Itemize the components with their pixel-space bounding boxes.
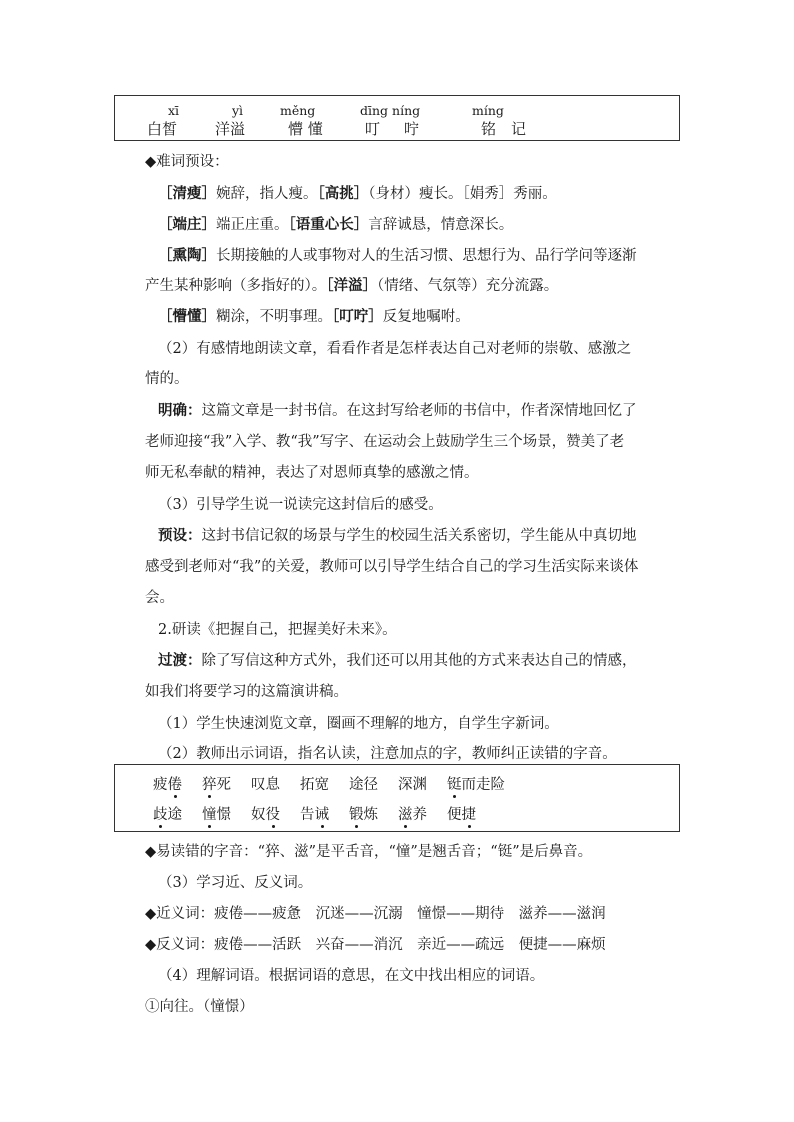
yushe-text-1: 这封书信记叙的场景与学生的校园生活关系密切，学生能从中真切地 (201, 528, 637, 544)
step-4: （4）理解词语。根据词语的意思，在文中找出相应的词语。 (158, 968, 545, 984)
word-ji: 记 (511, 120, 527, 138)
guodu-label: 过渡： (158, 652, 202, 669)
pinyin-dingning: dīng níng (360, 103, 421, 118)
word-shenyuan: 深渊 (398, 777, 427, 793)
word-tuokuan: 拓宽 (300, 777, 329, 793)
mingque-text-1: 这篇文章是一封书信。在这封写给老师的书信中，作者深情地回忆了 (201, 403, 637, 419)
pinyin-box (114, 95, 680, 141)
step-1: （1）学生快速浏览文章，圈画不理解的地方，自学生字新词。 (158, 716, 559, 732)
word-ziyang: 滋养 (398, 803, 427, 824)
word-yangyi: 洋溢 (215, 120, 246, 138)
guodu-text-1: 除了写信这种方式外，我们还可以用其他的方式来表达自己的情感， (201, 653, 637, 669)
word-qitu: 歧途 (153, 803, 182, 824)
def-gaotiao: （身材）瘦长。［娟秀］秀丽。 (368, 186, 557, 202)
word-ming: 铭 (481, 120, 497, 138)
word-duanlian: 锻炼 (349, 803, 378, 824)
term-mengdong: ［懵懂］ (158, 308, 216, 325)
word-row-2 (153, 803, 496, 824)
hanzi-row (115, 118, 679, 138)
def-yangyi: （情绪、气氛等）充分流露。 (377, 278, 559, 294)
term-dingning: ［叮咛］ (332, 308, 383, 325)
pinyin-xi: xī (168, 103, 180, 118)
definition-line-4 (145, 274, 558, 295)
yushe-line-3: 会。 (145, 590, 174, 606)
yushe-label: 预设： (158, 527, 202, 544)
word-row-1 (153, 773, 525, 794)
mingque-line-1 (158, 399, 637, 420)
word-mengdong: 懵 懂 (288, 120, 323, 138)
step-2: （2）教师出示词语，指名认读，注意加点的字，教师纠正读错的字音。 (158, 746, 617, 762)
term-yangyi: ［洋溢］ (326, 277, 377, 294)
word-box (114, 764, 680, 832)
word-tingerzouxian: 铤而走险 (447, 773, 505, 794)
definition-line-2 (158, 213, 513, 234)
word-ding: 叮 (365, 120, 381, 138)
def-dingning: 反复地嘱咐。 (382, 309, 470, 325)
word-ning: 咛 (404, 120, 420, 138)
mingque-line-3: 师无私奉献的精神，表达了对恩师真挚的感激之情。 (145, 465, 479, 481)
paragraph-2-line-1: （2）有感情地朗读文章，看看作者是怎样表达自己对老师的崇敬、感激之 (158, 341, 632, 357)
word-chongjing: 憧憬 (202, 803, 231, 824)
guodu-line-2: 如我们将要学习的这篇演讲稿。 (145, 684, 348, 700)
def-duanzhuang: 端正庄重。 (216, 217, 289, 233)
def-qingshou: 婉辞，指人瘦。 (216, 186, 318, 202)
mingque-label: 明确： (158, 402, 202, 419)
definition-line-1 (158, 182, 557, 203)
pinyin-ming: míng (472, 103, 504, 118)
definition-line-5 (158, 305, 470, 326)
pinyin-meng: měng (280, 103, 316, 118)
term-duanzhuang: ［端庄］ (158, 216, 216, 233)
word-cusi: 猝死 (202, 773, 231, 794)
question-1: ①向往。（憧憬） (145, 999, 254, 1015)
antonyms: ◆反义词：疲倦——活跃 兴奋——消沉 亲近——疏远 便捷——麻烦 (145, 937, 606, 953)
difficult-words-heading: ◆难词预设： (145, 154, 229, 170)
pinyin-yi: yì (232, 103, 244, 118)
def-mengdong: 糊涂，不明事理。 (216, 309, 332, 325)
word-tujing: 途径 (349, 777, 378, 793)
term-yuzhongxinchang: ［语重心长］ (288, 216, 369, 233)
word-nuyi: 奴役 (251, 803, 280, 824)
term-gaotiao: ［高挑］ (317, 185, 369, 202)
definition-line-3 (158, 244, 637, 265)
yushe-line-1 (158, 524, 637, 545)
term-xuntao: ［熏陶］ (158, 247, 216, 264)
yushe-line-2: 感受到老师对“我”的关爱，教师可以引导学生结合自己的学习生活实际来谈体 (145, 559, 639, 575)
paragraph-3: （3）引导学生说一说读完这封信后的感受。 (158, 497, 443, 513)
guodu-line-1 (158, 649, 637, 670)
term-qingshou: ［清瘦］ (158, 185, 216, 202)
step-3: （3）学习近、反义词。 (158, 875, 313, 891)
pinyin-row (115, 103, 679, 119)
def-xuntao-cont: 产生某种影响（多指好的）。 (145, 278, 327, 294)
mingque-line-2: 老师迎接“我”入学、教“我”写字、在运动会上鼓励学生三个场景，赞美了老 (145, 434, 625, 450)
def-yuzhongxinchang: 言辞诚恳，情意深长。 (368, 217, 514, 233)
paragraph-2-line-2: 情的。 (145, 371, 189, 387)
def-xuntao: 长期接触的人或事物对人的生活习惯、思想行为、品行学问等逐渐 (216, 248, 637, 264)
section-2-title: 2.研读《把握自己，把握美好未来》。 (158, 622, 397, 638)
word-gaojie: 告诫 (300, 803, 329, 824)
word-baixi: 白皙 (147, 120, 178, 138)
easy-misread-note: ◆易读错的字音：“猝、滋”是平舌音，“憧”是翘舌音；“铤”是后鼻音。 (145, 844, 593, 860)
word-bianjie: 便捷 (447, 803, 476, 824)
word-pijuan: 疲倦 (153, 773, 182, 794)
synonyms: ◆近义词：疲倦——疲惫 沉迷——沉溺 憧憬——期待 滋养——滋润 (145, 906, 606, 922)
word-tanxi: 叹息 (251, 777, 280, 793)
